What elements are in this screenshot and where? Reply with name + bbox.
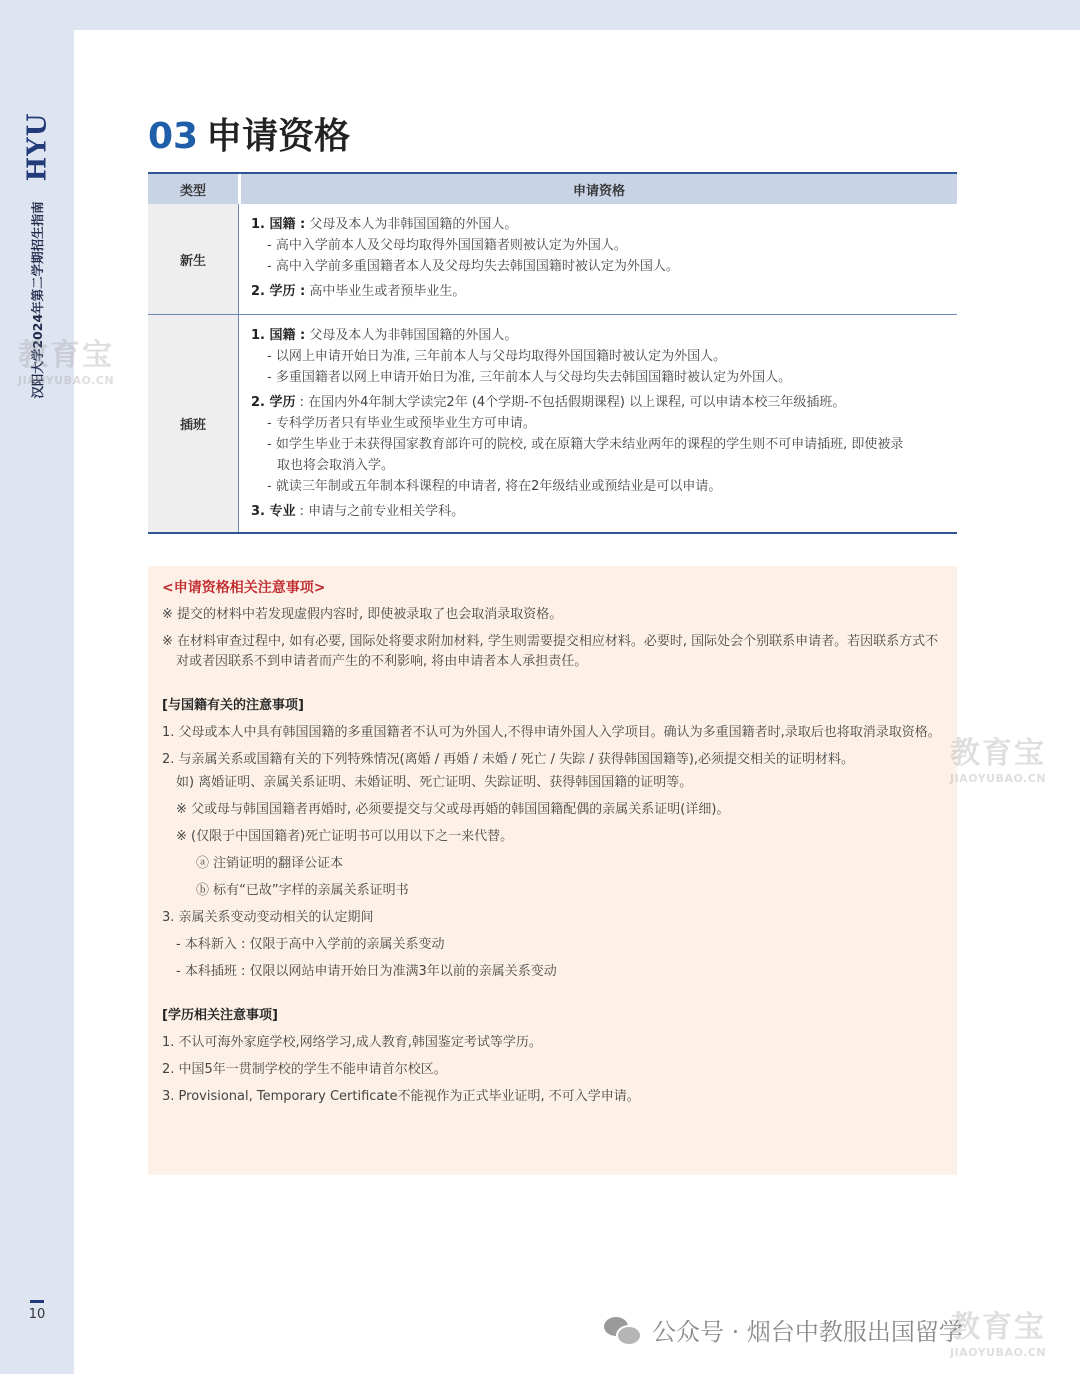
requirement-item: 2. 学历 : 在国内外4年制大学读完2年 (4个学期-不包括假期课程) 以上课程, 可以申请本校三年级插班。: [251, 395, 846, 410]
table-row: [148, 314, 957, 532]
note-option: ⓐ 注销证明的翻译公证本: [196, 856, 344, 871]
requirement-detail: - 以网上申请开始日为准, 三年前本人与父母均取得外国国籍时被认定为外国人。: [267, 349, 727, 364]
note-example: 如) 离婚证明、亲属关系证明、未婚证明、死亡证明、失踪证明、获得韩国国籍的证明等。: [176, 775, 693, 790]
requirement-item: 1. 国籍 : 父母及本人为非韩国国籍的外国人。: [251, 217, 518, 232]
note-item: ※ 在材料审查过程中, 如有必要, 国际处将要求附加材料, 学生则需要提交相应材料。必要时, 国际处会个别联系申请者。若因联系方式不对或者因联系不到申请者而产生的不利影响, 将由申请者本人承担责任。: [162, 634, 939, 669]
note-option: ⓑ 标有“已故”字样的亲属关系证明书: [196, 883, 409, 898]
requirement-detail: - 专科学历者只有毕业生或预毕业生方可申请。: [267, 416, 536, 431]
header-type: 类型: [148, 174, 241, 204]
requirement-detail: - 多重国籍者以网上申请开始日为准, 三年前本人与父母均失去韩国国籍时被认定为外国人。: [267, 370, 792, 385]
requirement-detail: - 高中入学前多重国籍者本人及父母均失去韩国国籍时被认定为外国人。: [267, 259, 679, 274]
notes-title: <申请资格相关注意事项>: [162, 580, 326, 596]
section-number: 03: [148, 116, 199, 157]
footer-text: 公众号 · 烟台中教服出国留学: [652, 1318, 963, 1346]
requirement-detail: - 高中入学前本人及父母均取得外国国籍者则被认定为外国人。: [267, 238, 627, 253]
requirement-item: 1. 国籍 : 父母及本人为非韩国国籍的外国人。: [251, 328, 518, 343]
wechat-icon: [602, 1315, 642, 1345]
hyu-logo: HYU: [22, 112, 52, 182]
page-number: 10: [28, 1307, 46, 1322]
note-remark: ※ (仅限于中国国籍者)死亡证明书可以用以下之一来代替。: [176, 829, 514, 844]
requirement-detail: - 就读三年制或五年制本科课程的申请者, 将在2年级结业或预结业是可以申请。: [267, 479, 722, 494]
note-item: 3. Provisional, Temporary Certificate不能视作为正式毕业证明, 不可入学申请。: [162, 1089, 640, 1104]
eligibility-table: [148, 172, 957, 534]
footer-caption: [602, 1312, 963, 1347]
header-eligibility: 申请资格: [572, 183, 625, 199]
requirement-detail: 取也将会取消入学。: [277, 458, 395, 473]
note-item: 2. 中国5年一贯制学校的学生不能申请首尔校区。: [162, 1062, 447, 1077]
note-detail: - 本科新入 : 仅限于高中入学前的亲属关系变动: [176, 937, 445, 952]
row-content: [239, 204, 957, 314]
note-detail: - 本科插班 : 仅限以网站申请开始日为准满3年以前的亲属关系变动: [176, 964, 557, 979]
note-item: 3. 亲属关系变动变动相关的认定期间: [162, 910, 374, 925]
notes-box: [148, 566, 957, 1175]
note-item: 1. 父母或本人中具有韩国国籍的多重国籍者不认可为外国人,不得申请外国人入学项目。确认为多重国籍者时,录取后也将取消录取资格。: [162, 725, 941, 740]
nationality-heading: [与国籍有关的注意事项]: [162, 698, 304, 713]
table-header: [148, 174, 957, 204]
requirement-item: 2. 学历 : 高中毕业生或者预毕业生。: [251, 284, 466, 299]
watermark: 教育宝 JIAOYUBAO.CN: [950, 1310, 1047, 1359]
note-item: ※ 提交的材料中若发现虚假内容时, 即使被录取了也会取消录取资格。: [162, 607, 563, 622]
note-item: 1. 不认可海外家庭学校,网络学习,成人教育,韩国鉴定考试等学历。: [162, 1035, 542, 1050]
section-title: [148, 108, 350, 159]
education-heading: [学历相关注意事项]: [162, 1008, 278, 1023]
note-item: 2. 与亲属关系或国籍有关的下列特殊情况(离婚 / 再婚 / 未婚 / 死亡 / 失踪 / 获得韩国国籍等),必须提交相关的证明材料。: [162, 752, 855, 767]
watermark: 教育宝 JIAOYUBAO.CN: [18, 338, 115, 387]
page-number-bar: [30, 1300, 44, 1303]
watermark: 教育宝 JIAOYUBAO.CN: [950, 736, 1047, 785]
row-content: [239, 315, 957, 532]
requirement-item: 3. 专业 : 申请与之前专业相关学科。: [251, 504, 465, 519]
row-type: 新生: [148, 204, 239, 314]
section-heading: 申请资格: [206, 116, 351, 157]
table-row: [148, 204, 957, 314]
requirement-detail: - 如学生毕业于未获得国家教育部许可的院校, 或在原籍大学未结业两年的课程的学生则不可申请插班, 即使被录: [267, 437, 904, 452]
row-type: 插班: [148, 315, 239, 532]
note-remark: ※ 父或母与韩国国籍者再婚时, 必须要提交与父或母再婚的韩国国籍配偶的亲属关系证明(详细)。: [176, 802, 730, 817]
